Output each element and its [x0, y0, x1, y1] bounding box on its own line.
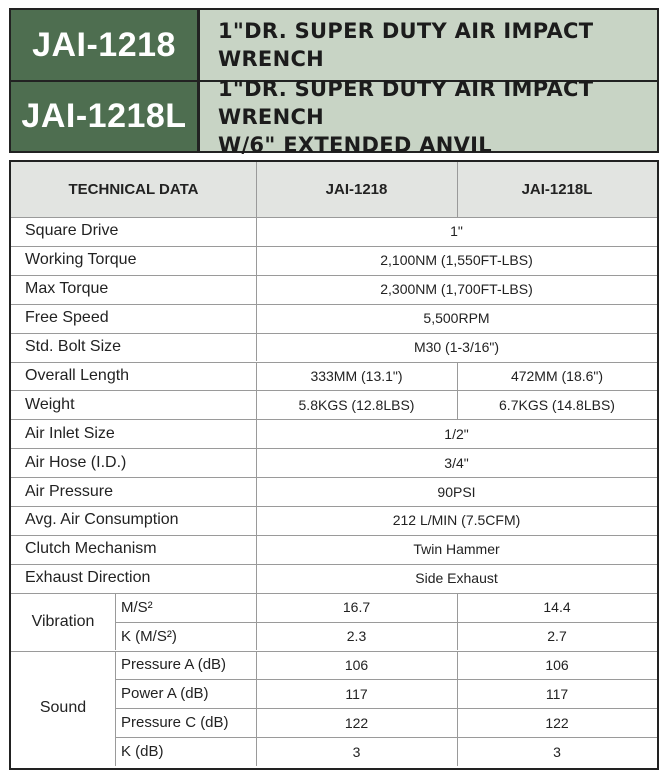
product-header	[9, 8, 659, 157]
model-number: JAI-1218L	[11, 82, 197, 151]
spec-value: 2,300NM (1,700FT-LBS)	[380, 281, 533, 298]
spec-value-jai-1218l: 3	[553, 743, 561, 760]
column-divider	[256, 162, 257, 217]
spec-value: M30 (1-3/16")	[413, 339, 500, 356]
spec-value-jai-1218: 122	[344, 714, 369, 731]
spec-label: Std. Bolt Size	[25, 338, 122, 356]
column-divider	[457, 362, 458, 391]
description-line: W/6" EXTENDED ANVIL	[218, 132, 492, 157]
spec-label: Air Inlet Size	[25, 424, 115, 442]
header-row-jai-1218l	[11, 76, 657, 157]
spec-value-jai-1218l: 2.7	[547, 628, 567, 645]
column-divider	[457, 390, 458, 419]
spec-label: Air Pressure	[25, 482, 114, 500]
column-header-jai-1218: JAI-1218	[256, 162, 457, 217]
column-divider	[457, 737, 458, 766]
spec-label: Max Torque	[25, 280, 109, 298]
spec-sublabel: Pressure C (dB)	[121, 714, 229, 732]
spec-label: Avg. Air Consumption	[25, 511, 179, 529]
spec-value-jai-1218l: 472MM (18.6")	[510, 367, 604, 384]
spec-label: Free Speed	[25, 309, 109, 327]
column-header-technical-data: TECHNICAL DATA	[11, 162, 256, 217]
spec-sublabel: Power A (dB)	[121, 685, 209, 703]
description-line: 1"DR. SUPER DUTY AIR IMPACT WRENCH	[218, 76, 594, 129]
spec-label: Overall Length	[25, 366, 130, 384]
model-number: JAI-1218	[11, 10, 197, 80]
column-divider	[457, 622, 458, 651]
header-row-jai-1218	[11, 10, 657, 80]
spec-value: Side Exhaust	[415, 570, 498, 587]
spec-value-jai-1218: 333MM (13.1")	[310, 367, 403, 384]
spec-value: 1/2"	[444, 425, 469, 442]
spec-value-jai-1218l: 106	[545, 656, 569, 673]
spec-value-jai-1218l: 14.4	[543, 599, 571, 616]
column-divider	[457, 651, 458, 680]
product-description	[200, 10, 657, 80]
spec-value: 1"	[450, 223, 463, 240]
column-divider	[457, 708, 458, 737]
spec-value-jai-1218: 16.7	[342, 599, 371, 616]
spec-value: 90PSI	[437, 483, 476, 500]
spec-label: Square Drive	[25, 222, 119, 240]
spec-value-jai-1218: 3	[352, 743, 361, 760]
product-description	[200, 76, 657, 157]
spec-value-jai-1218: 106	[344, 656, 369, 673]
spec-value-jai-1218: 5.8KGS (12.8LBS)	[298, 396, 415, 413]
spec-label: Weight	[25, 395, 75, 413]
spec-value: 212 L/MIN (7.5CFM)	[392, 512, 521, 529]
spec-value: 5,500RPM	[423, 310, 490, 327]
spec-value-jai-1218: 117	[345, 685, 368, 702]
spec-label: Exhaust Direction	[25, 569, 151, 587]
spec-value: 3/4"	[444, 454, 469, 471]
spec-sublabel: K (M/S²)	[121, 627, 177, 645]
spec-value-jai-1218l: 117	[545, 685, 569, 702]
spec-label: Air Hose (I.D.)	[25, 453, 127, 471]
spec-value-jai-1218: 2.3	[346, 628, 367, 645]
column-divider	[457, 679, 458, 708]
spec-value-jai-1218l: 6.7KGS (14.8LBS)	[499, 396, 615, 413]
description-line: 1"DR. SUPER DUTY AIR IMPACT WRENCH	[218, 19, 594, 71]
spec-value: 2,100NM (1,550FT-LBS)	[380, 252, 533, 269]
spec-sublabel: Pressure A (dB)	[121, 656, 227, 674]
technical-data-table	[9, 160, 659, 770]
spec-sublabel: K (dB)	[121, 743, 164, 761]
group-label-vibration: Vibration	[31, 612, 95, 630]
spec-value: Twin Hammer	[413, 541, 500, 558]
spec-label: Clutch Mechanism	[25, 540, 157, 558]
column-divider	[457, 593, 458, 622]
spec-sublabel: M/S²	[121, 598, 153, 616]
spec-value-jai-1218l: 122	[545, 714, 569, 731]
spec-label: Working Torque	[25, 251, 137, 269]
column-divider	[457, 162, 458, 217]
column-header-jai-1218l: JAI-1218L	[457, 162, 657, 217]
group-label-sound: Sound	[39, 699, 87, 717]
